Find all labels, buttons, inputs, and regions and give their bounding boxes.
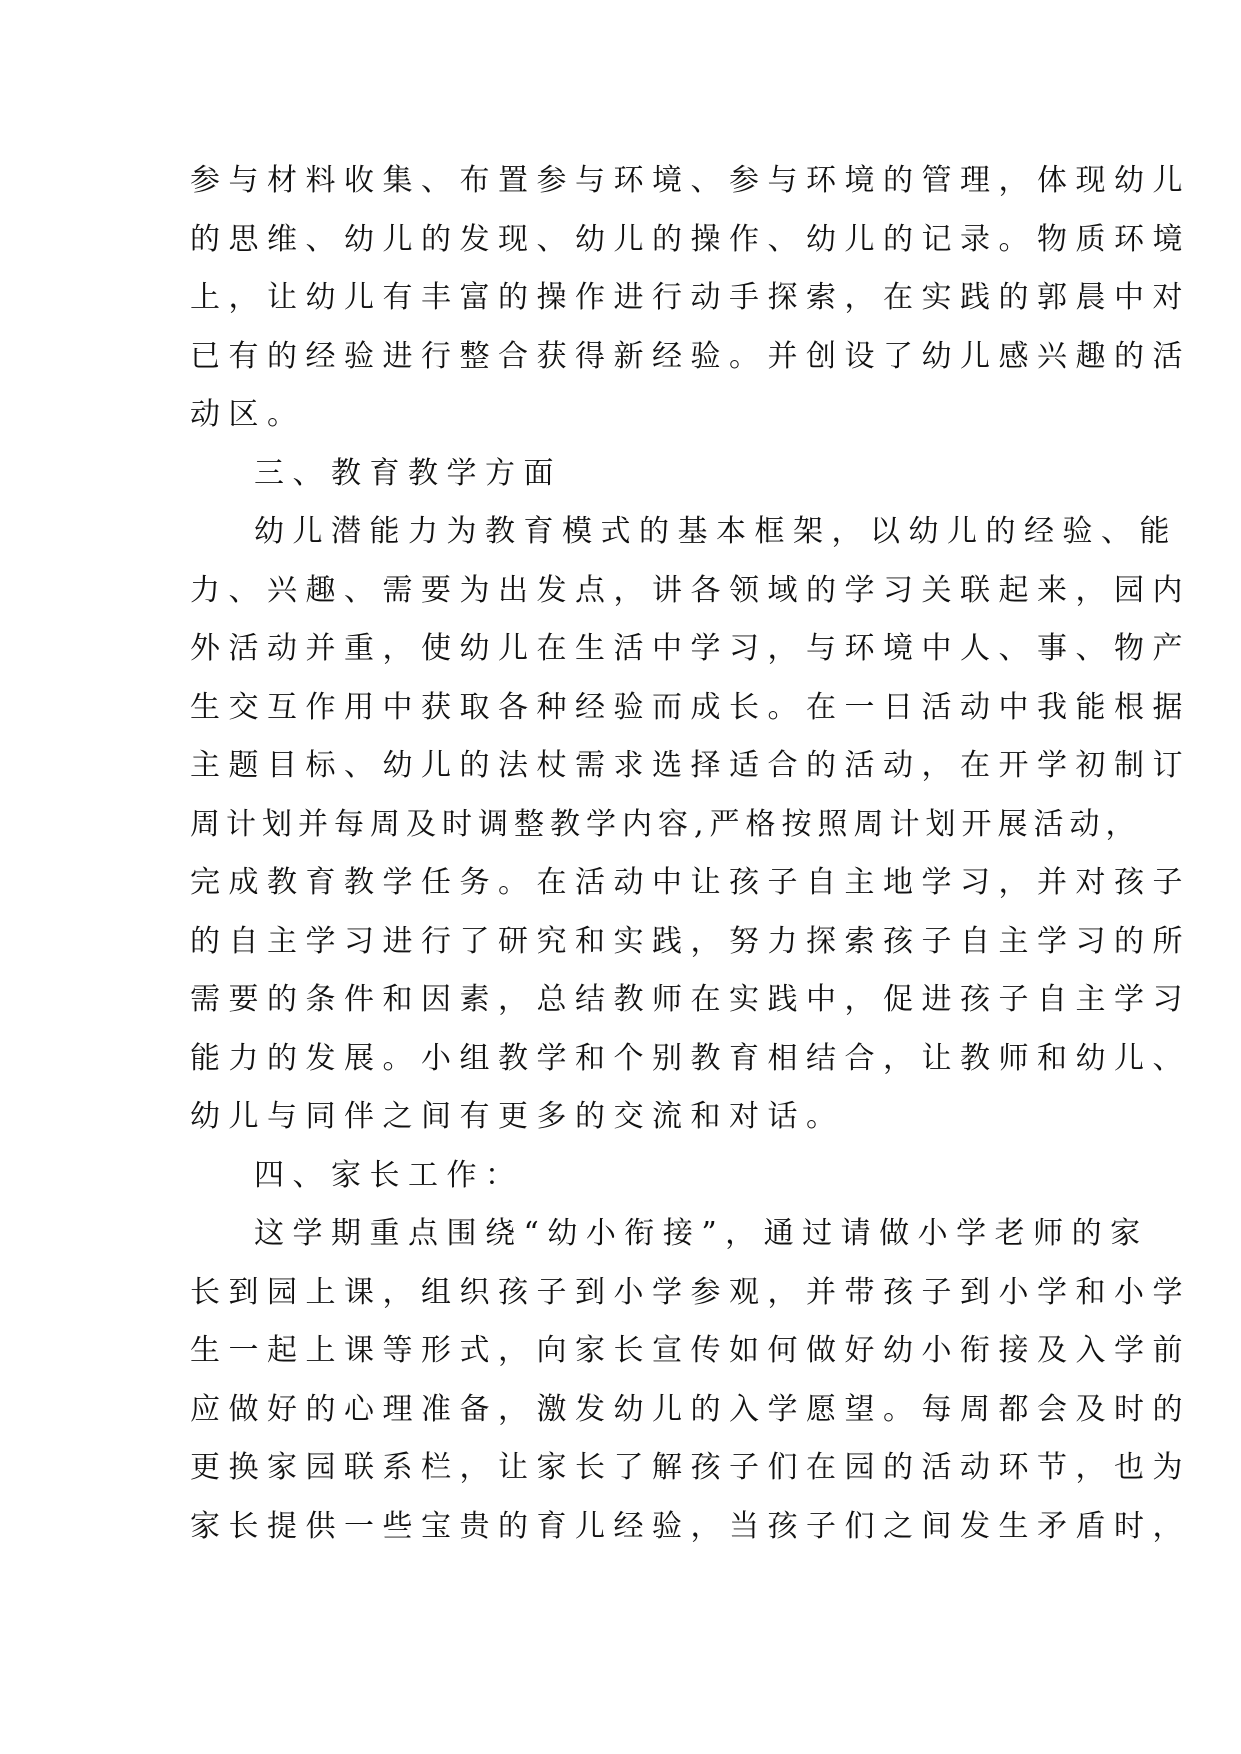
text-line: 生交互作用中获取各种经验而成长。在一日活动中我能根据 <box>190 689 1191 725</box>
section-heading: 三、教育教学方面 <box>254 455 562 491</box>
text-line: 动区。 <box>190 397 306 432</box>
text-line: 周计划并每周及时调整教学内容,严格按照周计划开展活动， <box>190 806 1142 842</box>
section-heading: 四、家长工作： <box>254 1157 524 1193</box>
text-line: 需要的条件和因素，总结教师在实践中，促进孩子自主学习 <box>190 982 1191 1017</box>
text-line: 外活动并重，使幼儿在生活中学习，与环境中人、事、物产 <box>190 631 1191 666</box>
text-line: 幼儿与同伴之间有更多的交流和对话。 <box>190 1099 845 1134</box>
text-line: 长到园上课，组织孩子到小学参观，并带孩子到小学和小学 <box>190 1274 1191 1310</box>
document-body <box>190 152 1191 1556</box>
text-line: 的自主学习进行了研究和实践，努力探索孩子自主学习的所 <box>190 923 1191 959</box>
text-line: 家长提供一些宝贵的育儿经验，当孩子们之间发生矛盾时， <box>190 1508 1191 1544</box>
text-line: 这学期重点围绕“幼小衔接”，通过请做小学老师的家 <box>254 1216 1149 1251</box>
text-line: 上，让幼儿有丰富的操作进行动手探索，在实践的郭晨中对 <box>190 280 1191 315</box>
text-line: 能力的发展。小组教学和个别教育相结合，让教师和幼儿、 <box>190 1040 1191 1076</box>
text-line: 完成教育教学任务。在活动中让孩子自主地学习，并对孩子 <box>190 865 1191 900</box>
text-line: 更换家园联系栏，让家长了解孩子们在园的活动环节，也为 <box>190 1450 1191 1485</box>
text-line: 幼儿潜能力为教育模式的基本框架，以幼儿的经验、能 <box>254 514 1178 549</box>
text-line: 已有的经验进行整合获得新经验。并创设了幼儿感兴趣的活 <box>190 338 1191 374</box>
text-line: 的思维、幼儿的发现、幼儿的操作、幼儿的记录。物质环境 <box>190 221 1191 257</box>
text-line: 生一起上课等形式，向家长宣传如何做好幼小衔接及入学前 <box>190 1333 1191 1368</box>
text-line: 主题目标、幼儿的法杖需求选择适合的活动，在开学初制订 <box>190 748 1191 783</box>
text-line: 应做好的心理准备，激发幼儿的入学愿望。每周都会及时的 <box>190 1391 1191 1427</box>
text-line: 参与材料收集、布置参与环境、参与环境的管理，体现幼儿 <box>190 163 1191 198</box>
text-line: 力、兴趣、需要为出发点，讲各领域的学习关联起来，园内 <box>190 572 1191 608</box>
